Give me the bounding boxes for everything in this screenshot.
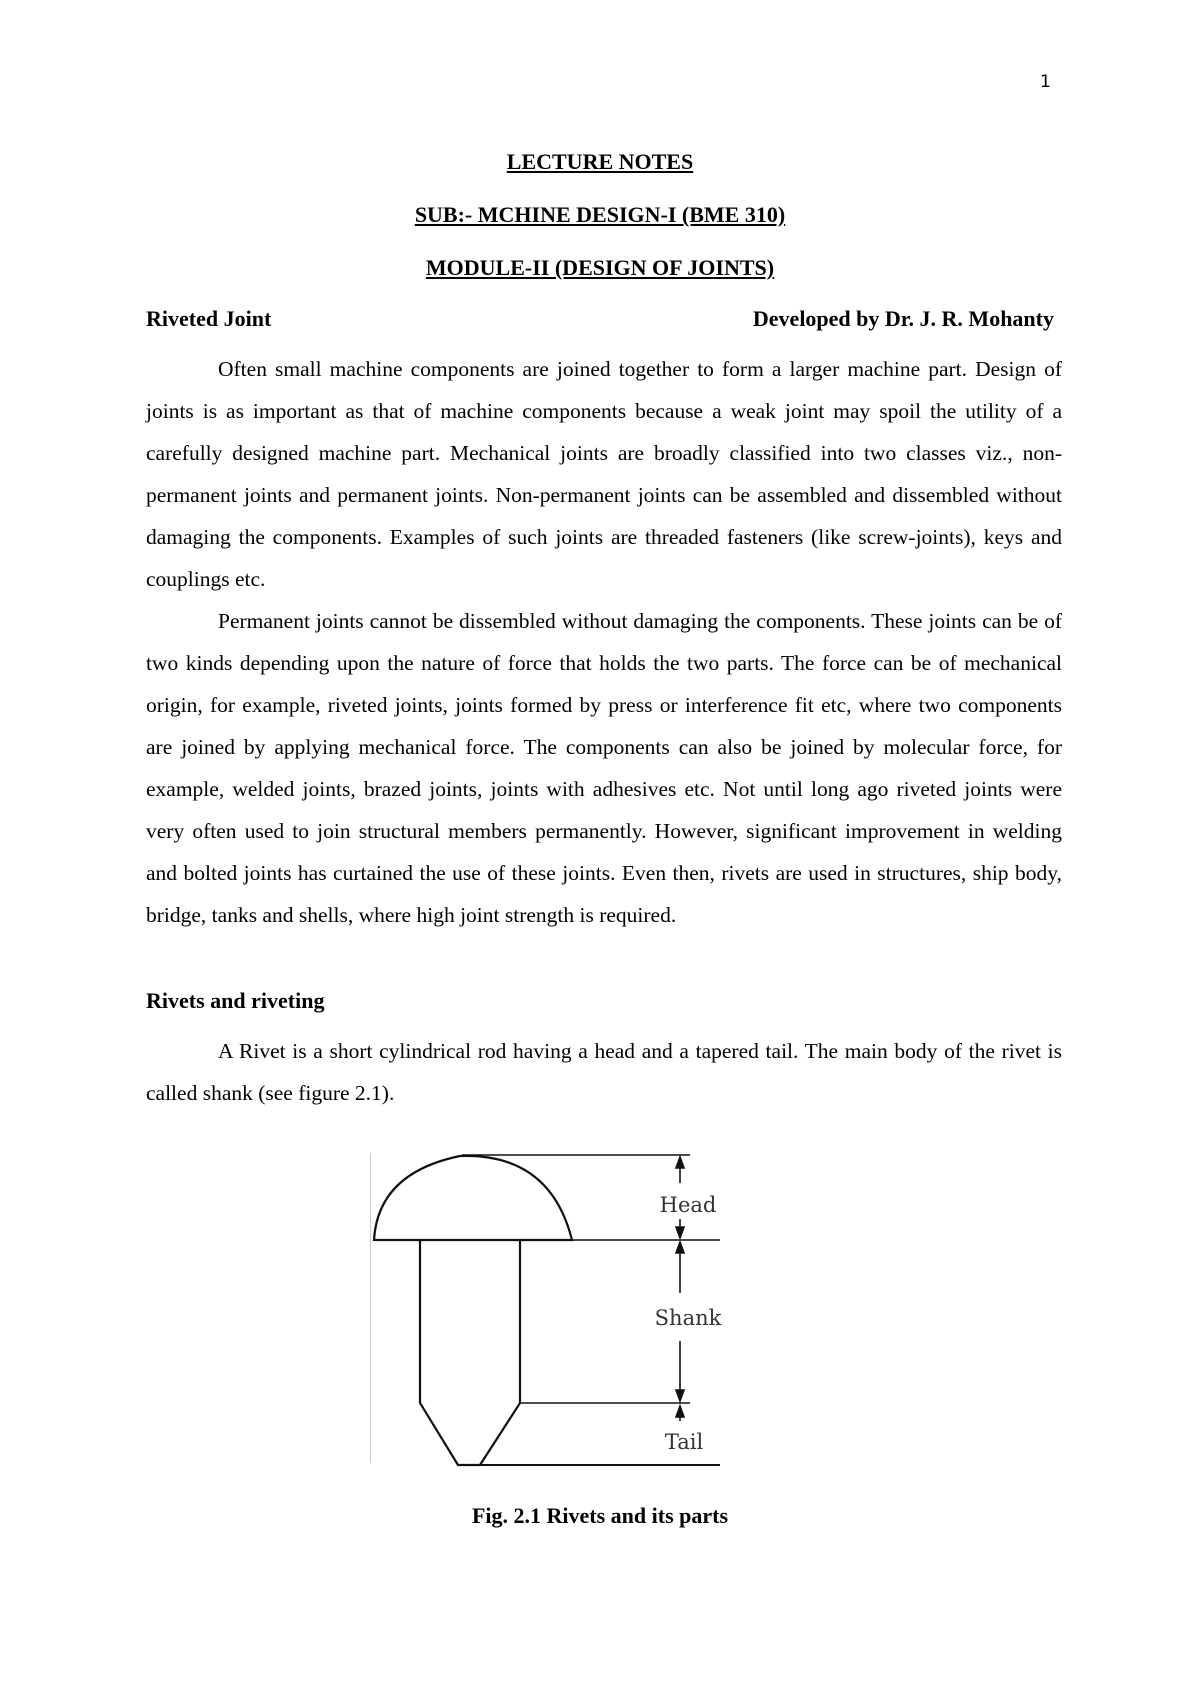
subject-heading: SUB:- MCHINE DESIGN-I (BME 310) <box>414 202 786 227</box>
rivet-diagram <box>370 1143 760 1483</box>
rivet-shank-tail-outline <box>420 1240 520 1465</box>
module-heading: MODULE-II (DESIGN OF JOINTS) <box>425 255 775 280</box>
riveted-joint-title: Riveted Joint <box>146 306 272 331</box>
tail-label: Tail <box>664 1430 704 1454</box>
shank-label: Shank <box>654 1306 722 1330</box>
head-label: Head <box>659 1193 717 1217</box>
rivets-section-title: Rivets and riveting <box>146 988 325 1013</box>
rivet-definition-paragraph: A Rivet is a short cylindrical rod having a head and a tapered tail. The main body of the rivet is called shank (see figure 2.1). <box>146 1039 1062 1105</box>
intro-paragraph: Often small machine components are joined together to form a larger machine part. Design of joints is as important as that of machine components because a weak joint may spoil the utility of a carefully designed machine part. Mechanical joints are broadly classified into two classes viz., non-permanent joints and permanent joints. Non-permanent joints can be assembled and dissembled without damaging the components. Examples of such joints are threaded fasteners (like screw-joints), keys and couplings etc. <box>146 357 1062 591</box>
page-number: 1 <box>1040 72 1051 92</box>
permanent-joints-paragraph: Permanent joints cannot be dissembled without damaging the components. These joints can be of two kinds depending upon the nature of force that holds the two parts. The force can be of mechanical origin, for example, riveted joints, joints formed by press or interference fit etc, where two components are joined by applying mechanical force. The components can also be joined by molecular force, for example, welded joints, brazed joints, joints with adhesives etc. Not until long ago riveted joints were very often used to join structural members permanently. However, significant improvement in welding and bolted joints has curtained the use of these joints. Even then, rivets are used in structures, ship body, bridge, tanks and shells, where high joint strength is required. <box>146 609 1062 927</box>
figure-caption: Fig. 2.1 Rivets and its parts <box>471 1503 729 1528</box>
author-credit: Developed by Dr. J. R. Mohanty <box>752 306 1054 331</box>
lecture-notes-heading: LECTURE NOTES <box>506 149 694 174</box>
rivet-head-outline <box>374 1156 572 1240</box>
